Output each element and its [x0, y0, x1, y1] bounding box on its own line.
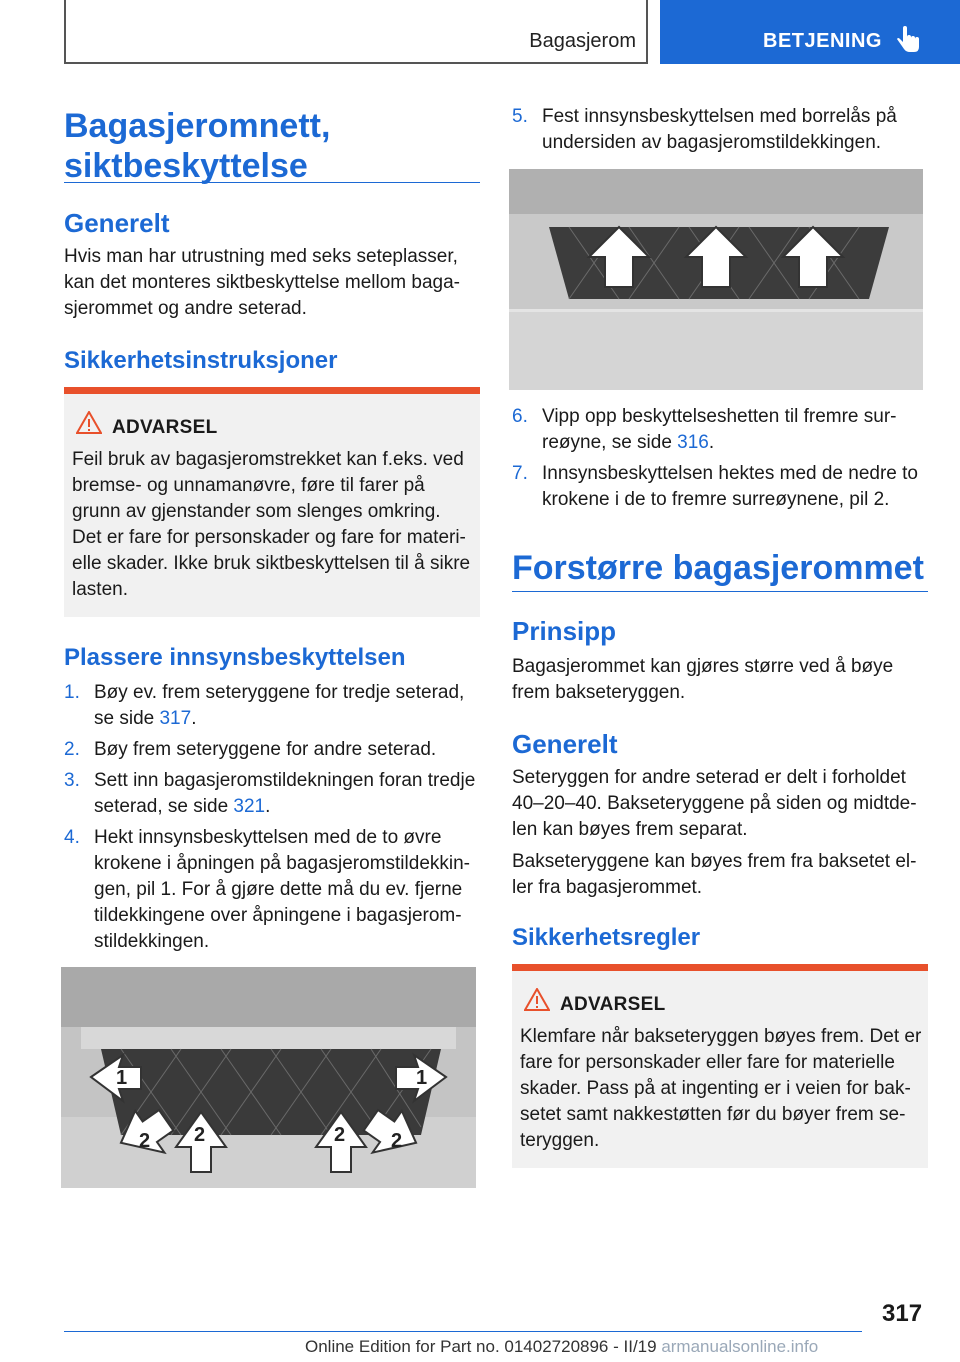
section-title: Forstørre bagasjerommet	[512, 549, 924, 587]
warning-bar	[512, 964, 928, 971]
hand-pointer-icon	[895, 26, 921, 59]
arrow-label-1-left: 1	[116, 1067, 128, 1089]
header-section-title: Bagasjerom	[529, 30, 636, 52]
prinsipp-heading: Prinsipp	[512, 616, 617, 646]
footer-watermark: armanualsonline.info	[661, 1337, 819, 1356]
section-rule	[512, 591, 928, 592]
cargo-net-velcro-photo	[509, 169, 923, 390]
header-section-box	[64, 0, 648, 64]
generelt-text: Hvis man har utrustning med seks seteplasser, kan det monteres siktbeskyttelse mellom baga- sjerommet og andre seterad.	[64, 246, 461, 319]
safety-heading: Sikkerhetsinstruksjoner	[64, 347, 338, 374]
warning-title: ADVARSEL	[112, 417, 218, 438]
footer-rule	[64, 1331, 862, 1332]
list-item: 3. Sett inn bagasjeromstildekningen foran tredje seterad, se side 321.	[64, 770, 476, 817]
list-item: 1. Bøy ev. frem seteryggene for tredje seterad, se side 317.	[64, 682, 465, 729]
warning-bar	[64, 387, 480, 394]
arrow-label-2-left: 2	[194, 1124, 206, 1146]
safety-rules-heading: Sikkerhetsregler	[512, 924, 701, 951]
list-item: 2. Bøy frem seteryggene for andre seterad.	[64, 739, 437, 760]
generelt-heading: Generelt	[64, 208, 170, 238]
prinsipp-text: Bagasjerommet kan gjøres større ved å bøye frem bakseteryggen.	[512, 656, 894, 703]
page-link[interactable]: 321	[233, 796, 266, 817]
list-item: 4. Hekt innsynsbeskyttelsen med de to øvre krokene i åpningen på bagasjeromstildekkin- gen, pil 1. For å gjøre dette må du ev. fjerne tildekkingene over åpningene i bagasjerom- stildekkingen.	[64, 827, 471, 952]
list-item: 7. Innsynsbeskyttelsen hektes med de nedre to krokene i de to fremre surreøynene, pil 2.	[512, 463, 919, 510]
warning-box	[64, 387, 480, 617]
footer-edition: Online Edition for Part no. 01402720896 - II/19 armanualsonline.info	[305, 1337, 819, 1356]
warning-title: ADVARSEL	[560, 994, 666, 1015]
generelt-text-right-2: Bakseteryggene kan bøyes frem fra baksetet el- ler fra bagasjerommet.	[512, 851, 917, 898]
list-item: 5. Fest innsynsbeskyttelsen med borrelås på undersiden av bagasjeromstildekkingen.	[512, 106, 897, 153]
generelt-heading-right: Generelt	[512, 729, 618, 759]
warning-text: Klemfare når bakseteryggen bøyes frem. Det er fare for personskader eller fare for materielle skader. Pass på at ingenting er i veien for bak- setet samt nakkestøtten før du bøyer frem se- teryggen.	[520, 1026, 922, 1151]
page-number: 317	[882, 1300, 923, 1327]
warning-triangle-icon	[524, 988, 550, 1016]
page-link[interactable]: 317	[159, 708, 192, 729]
main-title: Bagasjeromnett, siktbeskyttelse	[64, 107, 331, 186]
cargo-net-hook-photo	[61, 967, 476, 1188]
page-link[interactable]: 316	[677, 432, 709, 453]
generelt-text-right-1: Seteryggen for andre seterad er delt i forholdet 40–20–40. Bakseteryggene på siden og midtde- len kan bøyes frem separat.	[512, 767, 917, 840]
arrow-label-2-right: 2	[334, 1124, 346, 1146]
warning-triangle-icon	[76, 411, 102, 439]
list-item: 6. Vipp opp beskyttelseshetten til fremre sur- reøyne, se side 316.	[512, 406, 897, 453]
title-rule	[64, 182, 480, 183]
warning-box-right	[512, 964, 928, 1168]
place-heading: Plassere innsynsbeskyttelsen	[64, 644, 406, 671]
arrow-label-1-right: 1	[416, 1067, 428, 1089]
header-tab-label[interactable]: BETJENING	[763, 30, 882, 52]
warning-text: Feil bruk av bagasjeromstrekket kan f.eks. ved bremse- og unnamanøvre, føre til farer på grunn av gjenstander som slenges omkring. Det er fare for personskader og fare for materi- elle skader. Ikke bruk siktbeskyttelsen til å sikre lasten.	[72, 449, 471, 600]
arrow-label-2-far-left: 2	[139, 1130, 151, 1152]
arrow-label-2-far-right: 2	[391, 1130, 403, 1152]
